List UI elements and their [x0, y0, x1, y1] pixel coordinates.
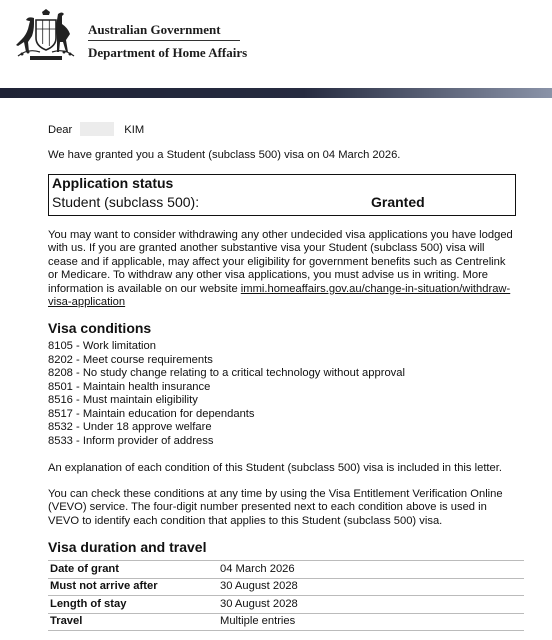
- salutation-dear: Dear: [48, 124, 73, 136]
- condition-item: 8202 - Meet course requirements: [48, 353, 213, 366]
- government-name: Australian Government: [88, 22, 221, 37]
- duration-value: 30 August 2028: [218, 596, 524, 614]
- duration-value: 30 August 2028: [218, 578, 524, 596]
- granted-sentence: We have granted you a Student (subclass 500) visa on 04 March 2026.: [48, 149, 401, 161]
- salutation-surname: KIM: [124, 124, 145, 136]
- conditions-explanation: An explanation of each condition of this Student (subclass 500) visa is included in this letter.: [48, 462, 502, 474]
- table-row: [48, 561, 524, 579]
- application-status-title: Application status: [52, 175, 174, 191]
- table-row: [48, 613, 524, 631]
- condition-item: 8532 - Under 18 approve welfare: [48, 421, 212, 433]
- condition-item: 8517 - Maintain education for dependants: [48, 407, 255, 420]
- duration-label: Length of stay: [48, 596, 218, 614]
- withdraw-paragraph: [48, 229, 516, 309]
- duration-value: Multiple entries: [218, 613, 524, 631]
- letter-header: [0, 0, 552, 88]
- salutation: [48, 122, 144, 137]
- condition-item: 8516 - Must maintain eligibility: [48, 394, 198, 406]
- coat-of-arms-logo: [12, 8, 80, 62]
- condition-item: 8501 - Maintain health insurance: [48, 380, 211, 393]
- department-name: Department of Home Affairs: [88, 45, 248, 60]
- duration-label: Travel: [48, 613, 218, 631]
- withdraw-link[interactable]: immi.homeaffairs.gov.au/change-in-situation/withdraw-visa-application: [48, 282, 511, 309]
- header-band: [0, 88, 552, 98]
- redacted-given-name: [80, 122, 114, 136]
- condition-item: 8533 - Inform provider of address: [48, 434, 214, 447]
- vevo-paragraph: You can check these conditions at any time by using the Visa Entitlement Verification Online (VEVO) service. The four-digit number presented next to each condition above is used in VEVO to identify each condition that applies to this Student (subclass 500) visa.: [48, 488, 503, 527]
- visa-conditions-list: [48, 340, 405, 448]
- visa-duration-table: [48, 560, 524, 631]
- withdraw-text: You may want to consider withdrawing any other undecided visa applications you have lodged with us. If you are granted another substantive visa your Student (subclass 500) visa will cease and if applicable, may affect your eligibility for government benefits such as Centrelink or Medicare. To withdraw any other visa applications, you must advise us in writing. More information is available on our website: [48, 229, 513, 295]
- condition-item: 8208 - No study change relating to a critical technology without approval: [48, 367, 405, 379]
- visa-conditions-title: Visa conditions: [48, 320, 152, 336]
- table-row: [48, 596, 524, 614]
- duration-label: Date of grant: [48, 561, 218, 579]
- table-row: [48, 578, 524, 596]
- visa-duration-title: Visa duration and travel: [48, 539, 207, 555]
- application-status-box: [48, 174, 516, 216]
- status-visa-label: Student (subclass 500):: [52, 194, 200, 210]
- header-divider: [88, 40, 240, 41]
- duration-value: 04 March 2026: [218, 561, 524, 579]
- duration-label: Must not arrive after: [48, 578, 218, 596]
- condition-item: 8105 - Work limitation: [48, 340, 156, 352]
- status-value: Granted: [371, 194, 425, 210]
